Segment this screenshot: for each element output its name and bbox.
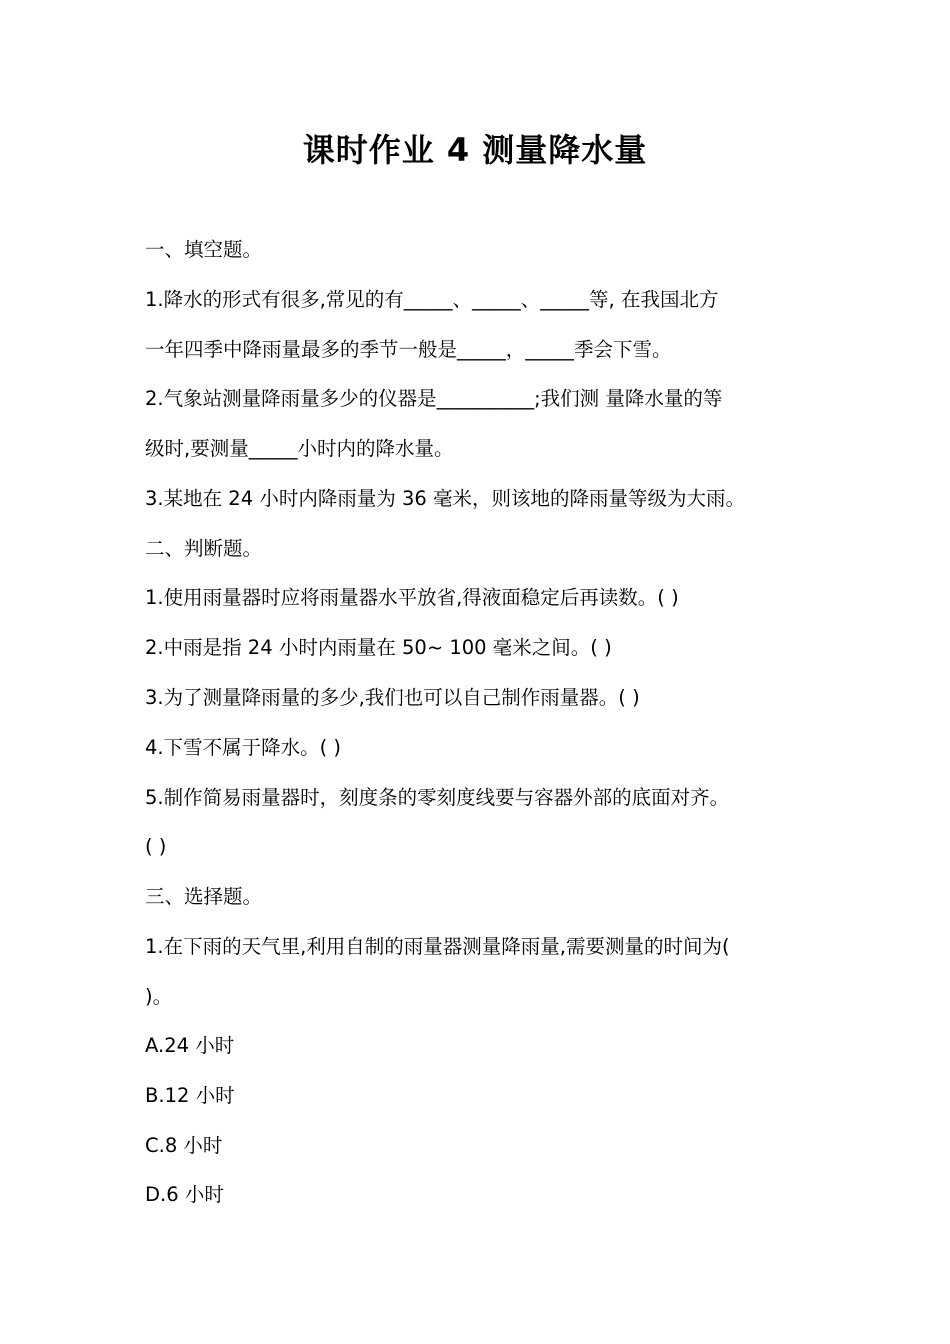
section-heading-choice: 三、选择题。 xyxy=(145,885,263,908)
judge-question-5-line-2: ( ) xyxy=(145,835,167,858)
judge-question-5-line-1: 5.制作简易雨量器时，刻度条的零刻度线要与容器外部的底面对齐。 xyxy=(145,786,730,809)
choice-option-c: C.8 小时 xyxy=(145,1134,223,1157)
choice-option-d: D.6 小时 xyxy=(145,1183,224,1206)
judge-question-1: 1.使用雨量器时应将雨量器水平放省,得液面稳定后再读数。( ) xyxy=(145,586,679,609)
judge-question-4: 4.下雪不属于降水。( ) xyxy=(145,736,342,759)
fill-question-1-line-1: 1.降水的形式有很多,常见的有_____、_____、_____等, 在我国北方 xyxy=(145,288,719,311)
choice-question-1-line-1: 1.在下雨的天气里,利用自制的雨量器测量降雨量,需要测量的时间为( xyxy=(145,935,730,958)
section-heading-true-false: 二、判断题。 xyxy=(145,537,263,560)
judge-question-2: 2.中雨是指 24 小时内雨量在 50~ 100 毫米之间。( ) xyxy=(145,636,612,659)
page-title: 课时作业 4 测量降水量 xyxy=(302,131,648,169)
fill-question-2-line-2: 级时,要测量_____小时内的降水量。 xyxy=(145,437,454,460)
judge-question-3: 3.为了测量降雨量的多少,我们也可以自己制作雨量器。( ) xyxy=(145,686,640,709)
fill-question-3: 3.某地在 24 小时内降雨量为 36 毫米，则该地的降雨量等级为大雨。 xyxy=(145,487,746,510)
section-heading-fill-in: 一、填空题。 xyxy=(145,238,263,261)
fill-question-2-line-1: 2.气象站测量降雨量多少的仪器是__________;我们测 量降水量的等 xyxy=(145,387,723,410)
fill-question-1-line-2: 一年四季中降雨量最多的季节一般是_____，_____季会下雪。 xyxy=(145,338,672,361)
choice-question-1-line-2: )。 xyxy=(145,985,173,1008)
choice-option-b: B.12 小时 xyxy=(145,1084,235,1107)
choice-option-a: A.24 小时 xyxy=(145,1034,235,1057)
